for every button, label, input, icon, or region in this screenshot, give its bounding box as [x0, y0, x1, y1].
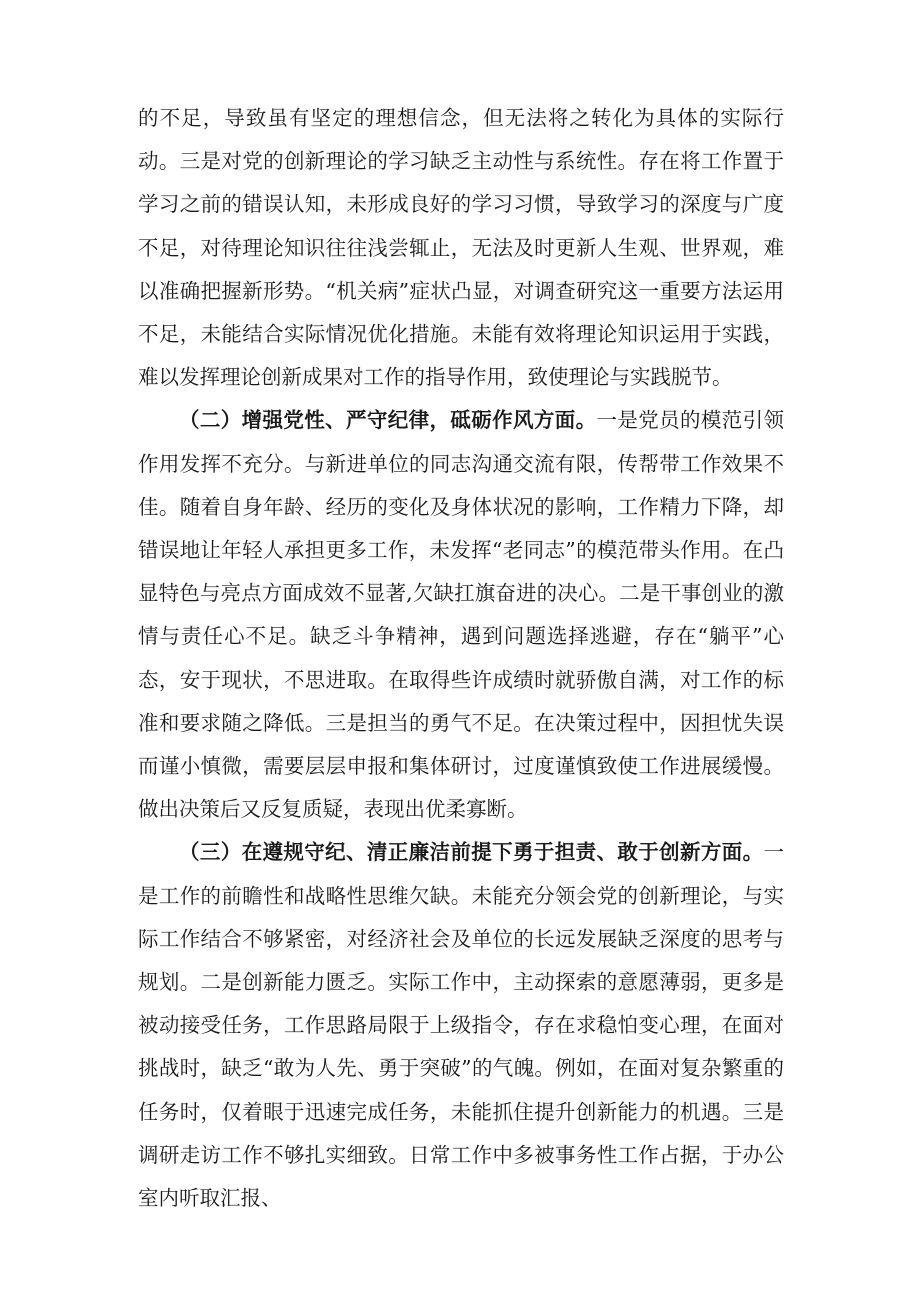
paragraph-text: 一是党员的模范引领作用发挥不充分。与新进单位的同志沟通交流有限，传帮带工作效果不佳。随着自身年龄、经历的变化及身体状况的影响，工作精力下降，却错误地让年轻人承担更多工作，未发挥“老同志”的模范带头作用。在凸显特色与亮点方面成效不显著,欠缺扛旗奋进的决心。二是干事创业的激情与责任心不足。缺乏斗争精神，遇到问题选择逃避，存在“躺平”心态，安于现状，不思进取。在取得些许成绩时就骄傲自满，对工作的标准和要求随之降低。三是担当的勇气不足。在决策过程中，因担忧失误而谨小慎微，需要层层申报和集体研讨，过度谨慎致使工作进展缓慢。做出决策后又反复质疑，表现出优柔寡断。 [138, 408, 784, 822]
document-body [138, 97, 784, 1220]
section-heading: （二）增强党性、严守纪律，砥砺作风方面。 [179, 408, 597, 433]
paragraph-continuation [138, 97, 784, 399]
section-heading: （三）在遵规守纪、清正廉洁前提下勇于担责、敢于创新方面。 [179, 840, 764, 865]
paragraph-text: 的不足，导致虽有坚定的理想信念，但无法将之转化为具体的实际行动。三是对党的创新理论的学习缺乏主动性与系统性。存在将工作置于学习之前的错误认知，未形成良好的学习习惯，导致学习的深度与广度不足，对待理论知识往往浅尝辄止，无法及时更新人生观、世界观，难以准确把握新形势。“机关病”症状凸显，对调查研究这一重要方法运用不足，未能结合实际情况优化措施。未能有效将理论知识运用于实践，难以发挥理论创新成果对工作的指导作用，致使理论与实践脱节。 [138, 106, 784, 390]
paragraph-text: 一是工作的前瞻性和战略性思维欠缺。未能充分领会党的创新理论，与实际工作结合不够紧密，对经济社会及单位的长远发展缺乏深度的思考与规划。二是创新能力匮乏。实际工作中，主动探索的意愿薄弱，更多是被动接受任务，工作思路局限于上级指令，存在求稳怕变心理，在面对挑战时，缺乏“敢为人先、勇于突破”的气魄。例如，在面对复杂繁重的任务时，仅着眼于迅速完成任务，未能抓住提升创新能力的机遇。三是调研走访工作不够扎实细致。日常工作中多被事务性工作占据，于办公室内听取汇报、 [138, 840, 784, 1211]
paragraph-section-3 [138, 831, 784, 1220]
paragraph-section-2 [138, 399, 784, 831]
